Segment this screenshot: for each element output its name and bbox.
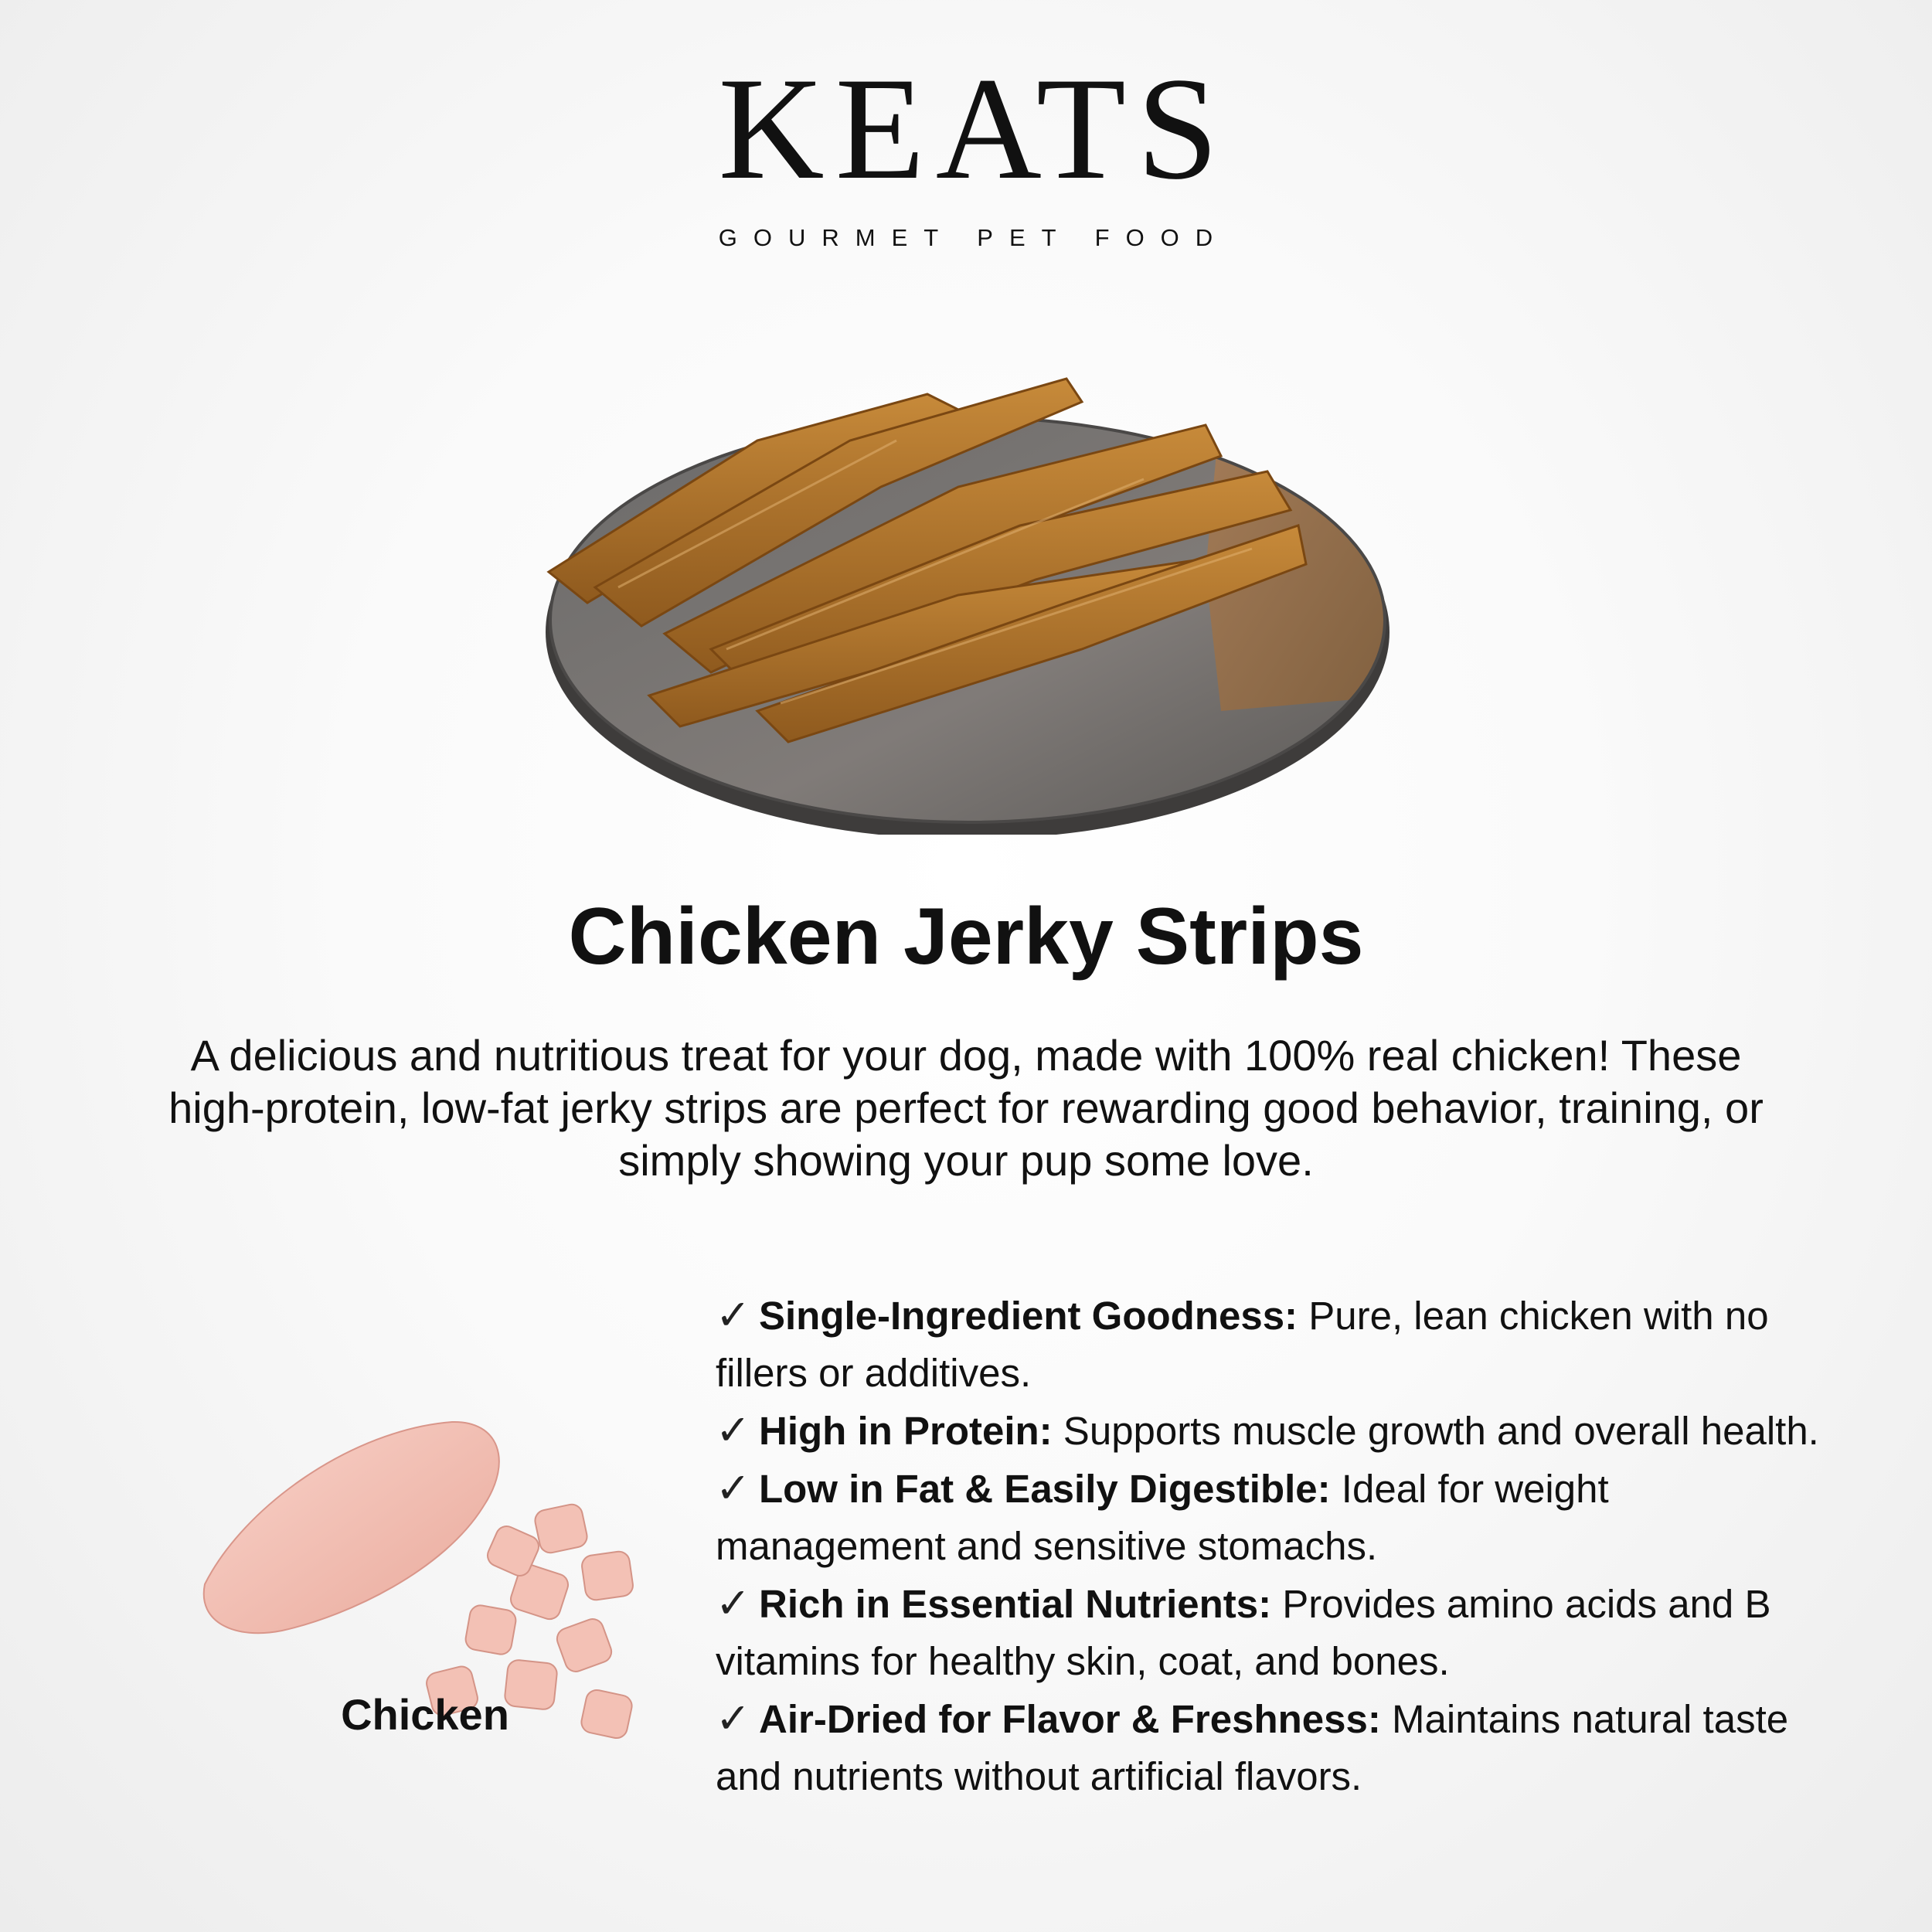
checkmark-icon: ✓ (716, 1580, 751, 1627)
brand-logo (0, 48, 1932, 252)
feature-title: Low in Fat & Easily Digestible: (759, 1467, 1331, 1511)
feature-text: Supports muscle growth and overall health. (1052, 1409, 1819, 1453)
feature-text: Ideal for weight management and sensitive stomachs. (716, 1467, 1609, 1568)
feature-text: Pure, lean chicken with no fillers or additives. (716, 1294, 1769, 1395)
ingredient-label: Chicken (341, 1690, 509, 1739)
feature-text: Maintains natural taste and nutrients without artificial flavors. (716, 1697, 1789, 1798)
checkmark-icon: ✓ (716, 1696, 751, 1742)
feature-item (716, 1575, 1828, 1690)
brand-name: KEATS (718, 48, 1230, 210)
feature-title: Rich in Essential Nutrients: (759, 1582, 1272, 1626)
feature-title: Air-Dried for Flavor & Freshness: (759, 1697, 1381, 1741)
checkmark-icon: ✓ (716, 1407, 751, 1454)
feature-item (716, 1460, 1828, 1575)
feature-text: Provides amino acids and B vitamins for healthy skin, coat, and bones. (716, 1582, 1771, 1683)
feature-item (716, 1402, 1828, 1460)
product-description: A delicious and nutritious treat for your dog, made with 100% real chicken! These high-protein, low-fat jerky strips are perfect for rewarding good behavior, training, or simply showing your pup some love. (168, 1031, 1764, 1185)
brand-tagline: GOURMET PET FOOD (718, 224, 1230, 251)
jerky-plate-image (526, 371, 1406, 835)
product-title: Chicken Jerky Strips (568, 892, 1364, 981)
checkmark-icon: ✓ (716, 1292, 751, 1338)
feature-item (716, 1690, 1828, 1805)
feature-title: Single-Ingredient Goodness: (759, 1294, 1298, 1338)
feature-item (716, 1287, 1828, 1402)
features-list (716, 1287, 1828, 1805)
checkmark-icon: ✓ (716, 1465, 751, 1512)
feature-title: High in Protein: (759, 1409, 1053, 1453)
